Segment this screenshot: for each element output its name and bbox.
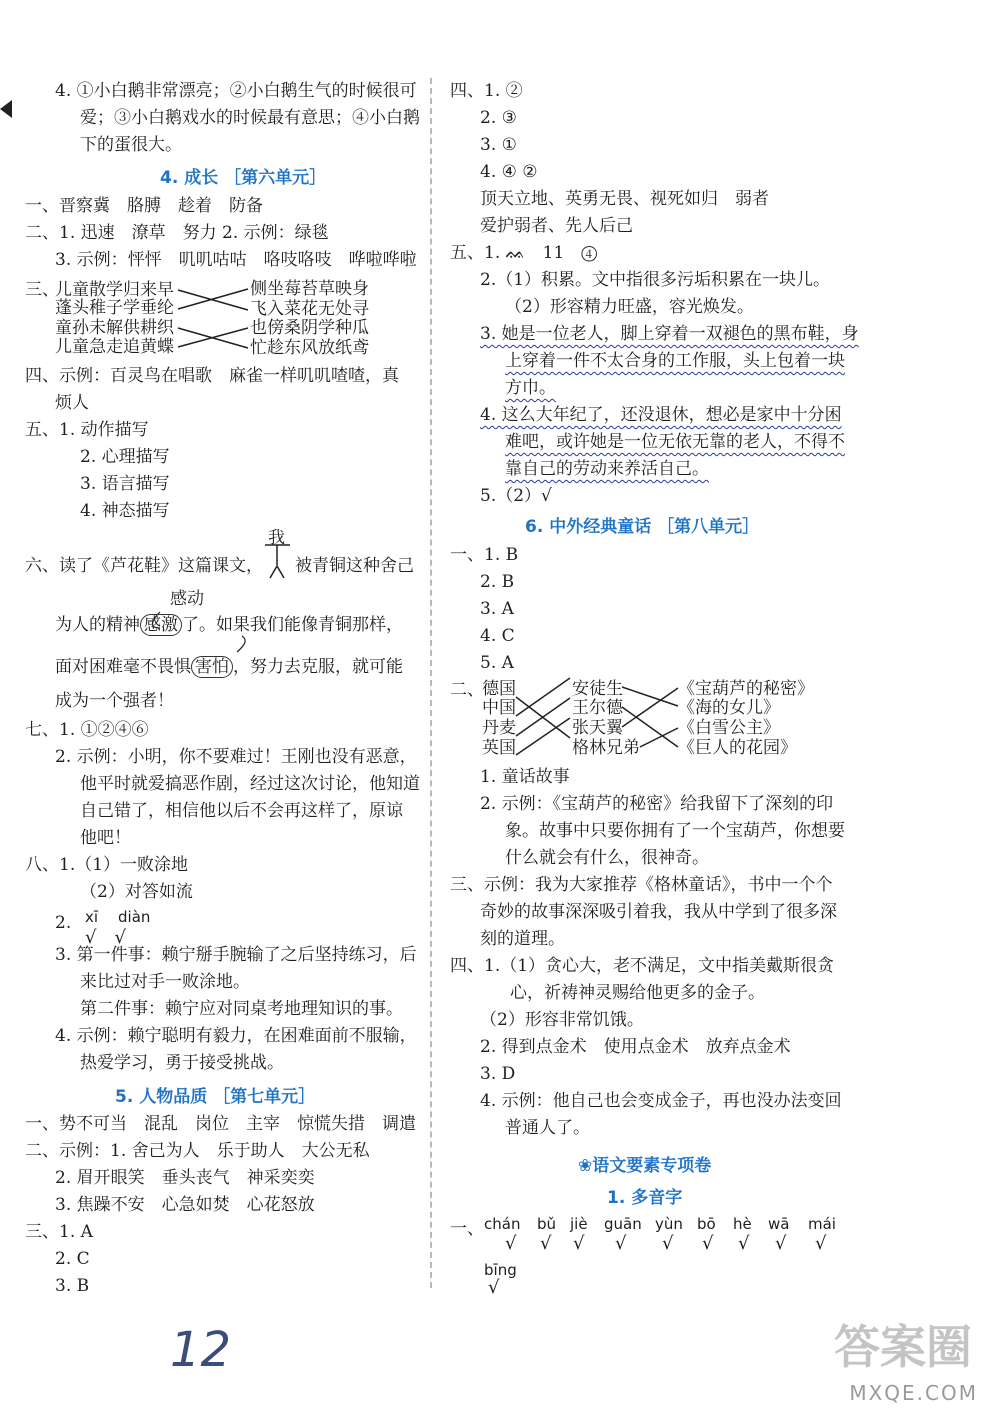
answer-line: 3. 焦躁不安 心急如焚 心花怒放	[55, 1195, 315, 1215]
answer-line: 3. ①	[480, 135, 517, 155]
answer-line: （2）对答如流	[80, 882, 193, 902]
answer-line: 2. 得到点金术 使用点金术 放弃点金术	[480, 1037, 791, 1057]
answer-line: 刻的道理。	[480, 929, 565, 949]
section-title-4: 4. 成长 ［第六单元］	[160, 168, 327, 188]
poem-right-1: 侧坐莓苔草映身	[250, 279, 369, 299]
text: 为人的精神	[55, 615, 140, 635]
poem-left-4: 儿童急走追黄蝶	[55, 337, 174, 357]
pinyin: yùn	[655, 1215, 683, 1233]
answer-line: 一、势不可当 混乱 岗位 主宰 惊慌失措 调遣	[25, 1114, 416, 1134]
answer-line: 成为一个强者！	[55, 691, 174, 711]
pinyin: mái	[808, 1215, 836, 1233]
author: 格林兄弟	[572, 738, 640, 758]
section-label: 一、	[450, 1219, 484, 1239]
answer-line: 他平时就爱搞恶作剧，经过这次讨论，他知道	[80, 774, 420, 794]
underlined-answer: 4. 这么大年纪了，还没退休，想必是家中十分困	[480, 405, 842, 425]
answer-line: 5. A	[480, 653, 514, 673]
check-mark: √	[615, 1233, 627, 1254]
watermark-url: MXQE.COM	[849, 1381, 978, 1405]
answer-line: 三、示例：我为大家推荐《格林童话》，书中一个个	[450, 875, 833, 895]
answer-line: 心，祈祷神灵赐给他更多的金子。	[510, 983, 765, 1003]
answer-line: 二、1. 迅速 潦草 努力 2. 示例：绿毯	[25, 223, 329, 243]
answer-line: 2. 示例：《宝葫芦的秘密》给我留下了深刻的印	[480, 794, 834, 814]
answer-line: 热爱学习，勇于接受挑战。	[80, 1053, 284, 1073]
answer-line: 六、读了《芦花鞋》这篇课文，	[25, 556, 263, 576]
answer-line: 一、晋察冀 胳膊 趁着 防备	[25, 196, 263, 216]
check-mark: √	[488, 1277, 500, 1298]
poem-left-2: 蓬头稚子学垂纶	[55, 298, 174, 318]
check-marks: √ √	[85, 927, 126, 948]
poem-left-3: 童孙未解供耕织	[55, 318, 174, 338]
book-title: 《海的女儿》	[678, 698, 780, 718]
answer-line: 3. 第一件事：赖宁掰手腕输了之后坚持练习，后	[55, 945, 417, 965]
inserted-word: 我	[268, 528, 285, 548]
text: ，努力去克服，就可能	[233, 657, 403, 677]
answer-line: 4. 示例：他自己也会变成金子，再也没办法变回	[480, 1091, 842, 1111]
author: 王尔德	[572, 698, 623, 718]
answer-line: 2. 示例：小明，你不要难过！王刚也没有恶意，	[55, 747, 417, 767]
answer-line: 被青铜这种舍己	[295, 556, 414, 576]
answer-line: 1. 童话故事	[480, 767, 570, 787]
poem-right-2: 飞入菜花无处寻	[250, 299, 369, 319]
section-label: 二、	[450, 680, 484, 700]
check-mark: √	[702, 1233, 714, 1254]
answer-line: 3. B	[55, 1276, 90, 1296]
answer-line: 4. ④ ②	[480, 162, 538, 182]
paw-icon: ❀	[578, 1156, 593, 1176]
answer-line: 象。故事中只要你拥有了一个宝葫芦，你想要	[505, 821, 845, 841]
answer-line: 五、1. 动作描写	[25, 420, 149, 440]
answer-line: 2. 心理描写	[80, 447, 170, 467]
poem-left-1: 儿童散学归来早	[55, 280, 174, 300]
answer-line: 2.	[55, 913, 72, 933]
pinyin: jiè	[570, 1215, 588, 1233]
answer-line: 二、示例：1. 舍己为人 乐于助人 大公无私	[25, 1141, 370, 1161]
text: 了。如果我们能像青铜那样，	[182, 615, 403, 635]
answer-line: 四、1. ②	[450, 81, 523, 101]
author: 张天翼	[572, 718, 623, 738]
country: 德国	[482, 679, 516, 699]
circled-word: 害怕	[191, 656, 233, 678]
answer-line: 四、1.（1）贪心大，老不满足，文中指美戴斯很贪	[450, 956, 835, 976]
answer-line: 第二件事：赖宁应对同桌考地理知识的事。	[80, 999, 403, 1019]
answer-line: 4. C	[480, 626, 515, 646]
check-mark: √	[662, 1233, 674, 1254]
answer-line: 什么就会有什么，很神奇。	[505, 848, 709, 868]
check-mark: √	[738, 1233, 750, 1254]
answer-line: 下的蛋很大。	[80, 135, 182, 155]
answer-line: 五、1. ᨐ 11 ④	[450, 243, 598, 263]
underlined-answer: 靠自己的劳动来养活自己。	[505, 459, 709, 479]
pinyin: hè	[733, 1215, 752, 1233]
answer-line: 七、1. ①②④⑥	[25, 720, 149, 740]
check-mark: √	[775, 1233, 787, 1254]
answer-line: 3. 语言描写	[80, 474, 170, 494]
underlined-answer: 方巾。	[505, 378, 556, 398]
underlined-answer: 难吧，或许她是一位无依无靠的老人，不得不	[505, 432, 845, 452]
answer-line: 2. ③	[480, 108, 517, 128]
answer-line	[55, 656, 403, 678]
subsection-title: 1. 多音字	[607, 1188, 683, 1208]
answer-line: 奇妙的故事深深吸引着我，我从中学到了很多深	[480, 902, 837, 922]
pinyin: bǔ	[537, 1215, 557, 1233]
pinyin: wā	[768, 1215, 790, 1233]
check-mark: √	[573, 1233, 585, 1254]
pinyin: xī	[85, 908, 99, 926]
answer-line: 自己错了，相信他以后不会再这样了，原谅	[80, 801, 403, 821]
answer-line: 三、1. A	[25, 1222, 93, 1242]
answer-line: 4. ①小白鹅非常漂亮；②小白鹅生气的时候很可	[55, 81, 417, 101]
answer-line: 4. 示例：赖宁聪明有毅力，在困难面前不服输，	[55, 1026, 417, 1046]
answer-line	[55, 614, 403, 636]
answer-line: 烦人	[55, 393, 89, 413]
pinyin: chán	[484, 1215, 521, 1233]
country: 中国	[482, 698, 516, 718]
answer-line: 一、1. B	[450, 545, 519, 565]
answer-line: 顶天立地、英勇无畏、视死如归 弱者	[480, 189, 769, 209]
country: 英国	[482, 738, 516, 758]
answer-line: （2）形容精力旺盛，容光焕发。	[505, 297, 754, 317]
check-mark: √	[540, 1233, 552, 1254]
answer-line: 3. 示例：怦怦 叽叽咕咕 咯吱咯吱 哗啦哗啦	[55, 250, 417, 270]
answer-line: 2. B	[480, 572, 515, 592]
answer-line: 4. 神态描写	[80, 501, 170, 521]
poem-right-3: 也傍桑阴学种瓜	[250, 318, 369, 338]
book-title: 《巨人的花园》	[678, 738, 797, 758]
answer-line: 爱；③小白鹅戏水的时候最有意思；④小白鹅	[80, 108, 420, 128]
pinyin: guān	[604, 1215, 642, 1233]
answer-line: 他吧！	[80, 828, 131, 848]
text: 面对困难毫不畏惧	[55, 657, 191, 677]
correction-word: 感动	[170, 589, 204, 609]
answer-line: 3. A	[480, 599, 514, 619]
answer-line: 爱护弱者、先人后己	[480, 216, 633, 236]
poem-right-4: 忙趁东风放纸鸢	[250, 338, 369, 358]
pinyin: diàn	[118, 908, 151, 926]
answer-line: 来比过对手一败涂地。	[80, 972, 250, 992]
pinyin: bō	[697, 1215, 716, 1233]
handwritten-page-number: 12	[170, 1322, 232, 1378]
underlined-answer: 3. 她是一位老人，脚上穿着一双褪色的黑布鞋，身	[480, 324, 859, 344]
answer-line: 普通人了。	[505, 1118, 590, 1138]
underlined-answer: 上穿着一件不太合身的工作服，头上包着一块	[505, 351, 845, 371]
answer-line: 5.（2）√	[480, 486, 552, 506]
book-title: 《白雪公主》	[678, 718, 780, 738]
answer-line: 2.（1）积累。文中指很多污垢积累在一块儿。	[480, 270, 831, 290]
author: 安徒生	[572, 679, 623, 699]
watermark-logo: 答案圈	[834, 1320, 972, 1374]
section-title-6: 6. 中外经典童话 ［第八单元］	[525, 517, 760, 537]
answer-line: 3. D	[480, 1064, 516, 1084]
section-title-5: 5. 人物品质 ［第七单元］	[115, 1087, 316, 1107]
special-section-title	[578, 1151, 711, 1176]
country: 丹麦	[482, 718, 516, 738]
pinyin: bīng	[484, 1261, 517, 1279]
circled-word: 感激	[140, 614, 182, 636]
text: 语文要素专项卷	[592, 1156, 712, 1176]
section-label: 三、	[25, 280, 59, 300]
answer-line: （2）形容非常饥饿。	[480, 1010, 644, 1030]
answer-line: 八、1.（1）一败涂地	[25, 855, 189, 875]
book-title: 《宝葫芦的秘密》	[678, 679, 814, 699]
answer-line: 2. C	[55, 1249, 90, 1269]
check-mark: √	[815, 1233, 827, 1254]
answer-line: 四、示例：百灵鸟在唱歌 麻雀一样叽叽喳喳，真	[25, 366, 399, 386]
answer-line: 2. 眉开眼笑 垂头丧气 神采奕奕	[55, 1168, 315, 1188]
check-mark: √	[505, 1233, 517, 1254]
